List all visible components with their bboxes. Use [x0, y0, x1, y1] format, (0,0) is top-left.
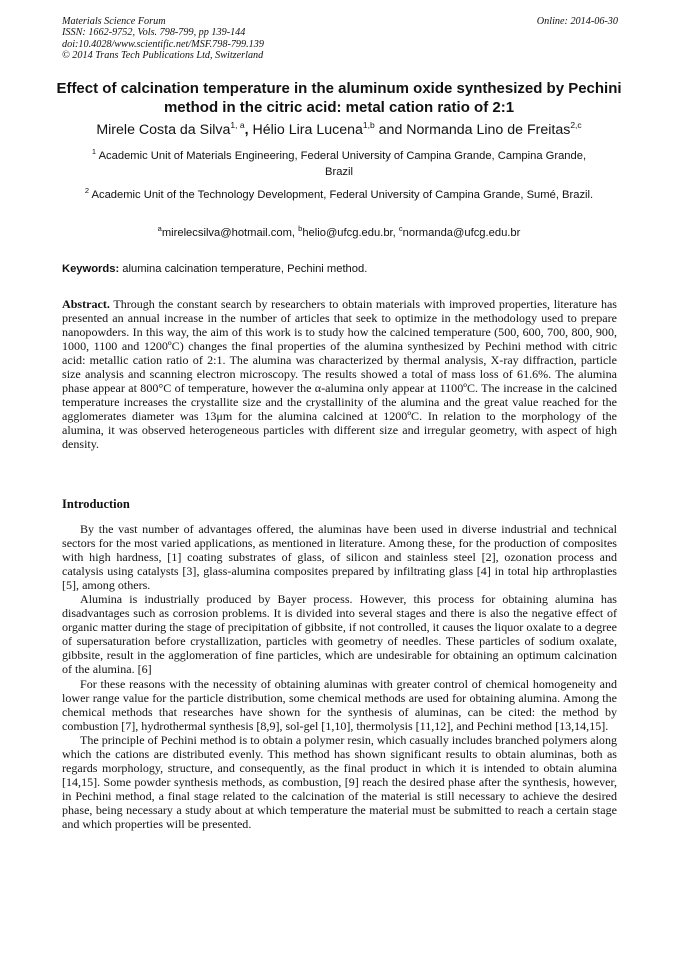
introduction-heading: Introduction: [62, 497, 130, 511]
doi-line[interactable]: doi:10.4028/www.scientific.net/MSF.798-799.139: [62, 38, 264, 50]
introduction-body: [62, 522, 617, 831]
author-3-name: and Normanda Lino de Freitas: [374, 122, 571, 138]
author-separator: ,: [244, 122, 249, 138]
affiliation-2-number: 2: [84, 186, 90, 195]
author-2-name: Hélio Lira Lucena: [248, 122, 363, 138]
abstract-text: Through the constant search by researchers to obtain materials with improved properties, literature has presented an annual increase in the number of articles that seek to optimize in the methodology used to prepare nanopowders. In this way, the aim of this work is to study how the calcined temperature (500, 600, 700, 800, 900, 1000, 1100 and 1200ºC) changes the final properties of the alumina synthesized by Pechini method with citric acid: metallic cation ratio of 2:1. The alumina was characterized by thermal analysis, X-ray diffraction, particle size analysis and scanning electron microscopy. The results showed a total of mass loss of 61.6%. The alumina phase appear at 800°C of temperature, however the α-alumina only appear at 1100ºC. The increase in the calcined temperature increases the crystallite size and the crystallinity of the alumina and the great value reached for the agglomerates diameter was 13μm for the alumina calcined at 1200ºC. In relation to the morphology of the alumina, it was observed heterogeneous particles with different size and irregular geometry, with aspect of high density.: [62, 297, 617, 452]
email-line: [60, 226, 618, 240]
intro-paragraph-4: The principle of Pechini method is to obtain a polymer resin, which casually includes branched polymers along which the cations are distributed evenly. This method has shown significant results to obtain aluminas, both as regards morphology, structure, and consequently, as the final product in which it is intended to obtain alumina [14,15]. Some powder synthesis methods, as combustion, [9] reach the desired phase after the synthesis, however, in Pechini method, a final stage related to the calcination of the material is still necessary to achieve the desired phase, being necessary a study about at which temperature the material must be submitted to reach a certain stage and which properties will be presented.: [62, 732, 617, 831]
author-1-affil: 1, a: [230, 120, 245, 130]
email-b[interactable]: helio@ufcg.edu.br,: [302, 227, 399, 239]
keywords-label: Keywords:: [62, 263, 120, 275]
affiliation-1-number: 1: [91, 147, 97, 156]
online-date: Online: 2014-06-30: [536, 16, 618, 27]
intro-paragraph-1: By the vast number of advantages offered, the aluminas have been used in diverse industrial and technical sectors for the most varied applications, as mentioned in literature. Among these, for the production of composites with high hardness, [1] coating substrates of glass, of silicon and stainless steel [2], ozonation process and catalysis using catalysts [3], glass-alumina composites prepared by infiltrating glass [4] in total hip arthroplasties [5], among others.: [62, 522, 617, 593]
author-list: [40, 121, 638, 139]
keywords: [62, 262, 618, 276]
affiliation-2: [80, 184, 598, 206]
abstract-label: Abstract.: [62, 297, 110, 311]
affiliation-1: [80, 148, 598, 180]
keywords-text: alumina calcination temperature, Pechini method.: [119, 263, 368, 275]
email-a-sup: a: [157, 224, 162, 233]
email-b-sup: b: [298, 224, 303, 233]
email-a[interactable]: mirelecsilva@hotmail.com,: [161, 227, 299, 239]
affiliation-1-text: Academic Unit of Materials Engineering, Federal University of Campina Grande, Campina Grande, Brazil: [96, 150, 587, 178]
abstract: [62, 297, 617, 452]
intro-paragraph-2: Alumina is industrially produced by Bayer process. However, this process for obtaining alumina has disadvantages such as corrosion problems. It is divided into several stages and there is also the negative effect of organic matter during the stage of precipitation of gibbsite, if not controlled, it causes the liquor oxalate to a degree of supersaturation before crystallization, particles with geometry of needles. These particles of sodium oxalate, gibbsite, result in the agglomeration of fine particles, which are undesirable for obtaining an optimum calcination of the alumina. [6]: [62, 592, 617, 677]
author-2-affil: 1,b: [362, 120, 375, 130]
journal-header: [62, 16, 618, 62]
intro-paragraph-3: For these reasons with the necessity of obtaining aluminas with greater control of chemical homogeneity and lower range value for the particle distribution, some chemical methods are used for obtaining alumina. Among the chemical methods that researches have shown for the synthesis of aluminas, can be cited: the method by combustion [7], hydrothermal synthesis [8,9], sol-gel [1,10], thermolysis [11,12], and Pechini method [13,14,15].: [62, 676, 617, 733]
email-c-sup: c: [398, 224, 403, 233]
affiliation-2-text: Academic Unit of the Technology Development, Federal University of Campina Grande, Sumé, Brazil.: [89, 189, 594, 201]
author-3-affil: 2,c: [570, 120, 582, 130]
copyright-line: © 2014 Trans Tech Publications Ltd, Switzerland: [62, 50, 264, 62]
journal-name: Materials Science Forum: [62, 16, 166, 27]
email-c[interactable]: normanda@ufcg.edu.br: [402, 227, 521, 239]
issn-line: ISSN: 1662-9752, Vols. 798-799, pp 139-144: [62, 27, 246, 39]
paper-title: Effect of calcination temperature in the aluminum oxide synthesized by Pechini method in the citric acid: metal cation ratio of 2:1: [56, 80, 622, 116]
author-1-name: Mirele Costa da Silva: [96, 122, 231, 138]
